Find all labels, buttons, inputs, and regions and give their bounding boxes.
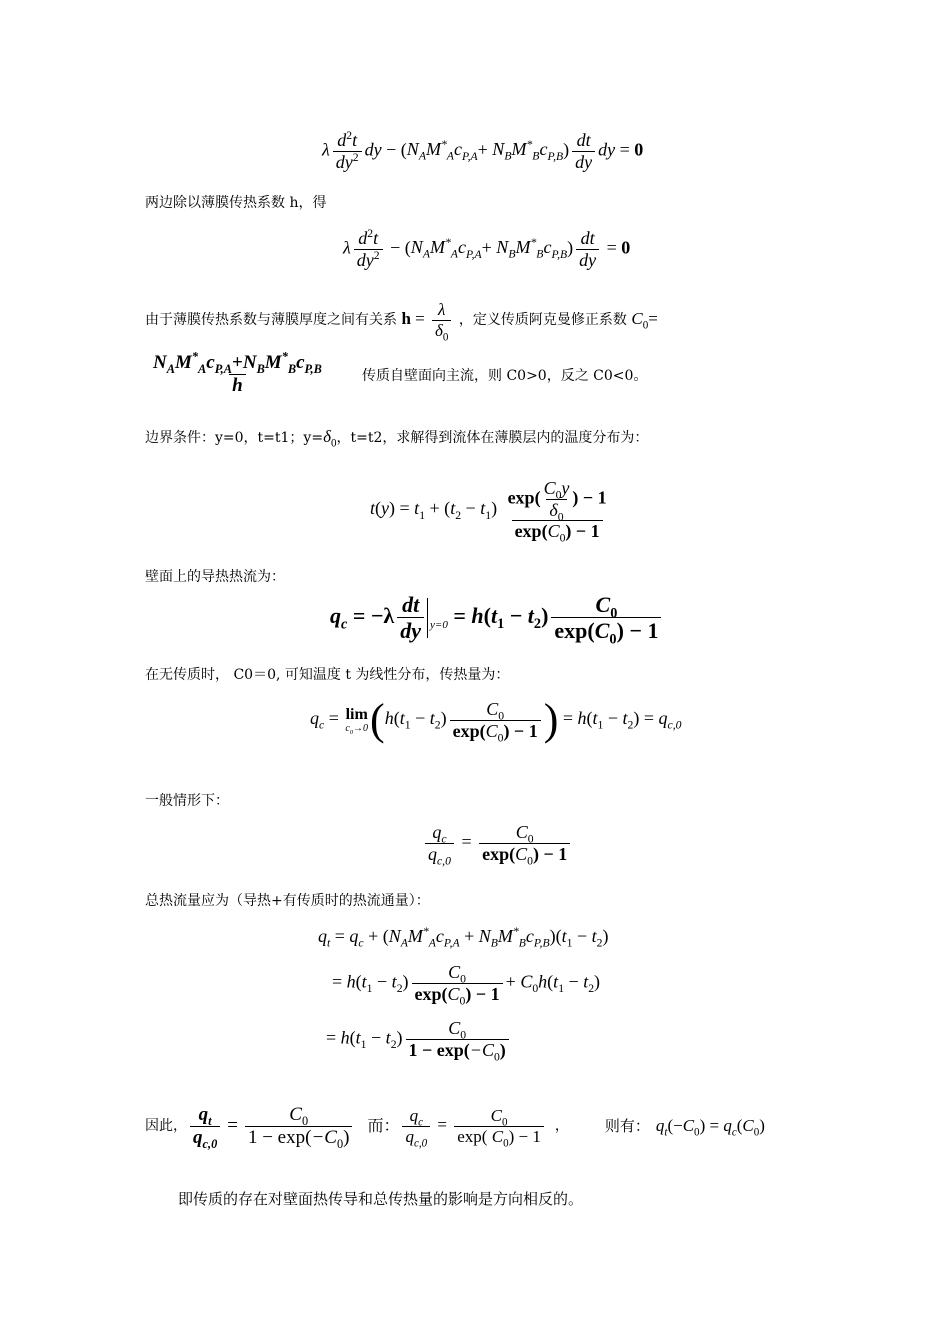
equation-wall-conduction-flux: $q_c = -\lambda$ $\frac{dt}{dy}$ $_{y=0} = h(t_1 - t_2)$ $\frac{C_0}{\exp(C_0) - 1}$	[330, 592, 664, 644]
paragraph-total-heat-flux: 总热流量应为（导热+有传质时的热流通量）：	[145, 893, 430, 909]
paragraph-divide-by-h: 两边除以薄膜传热系数 h，得	[145, 195, 327, 211]
paragraph-ackermann-definition: 由于薄膜传热系数与薄膜厚度之间有关系 h = $\frac{\lambda}{\delta_0}$ ，定义传质阿克曼修正系数 $C_0=$	[145, 300, 658, 343]
paragraph-wall-heat-flux: 壁面上的导热热流为：	[145, 569, 285, 585]
equation-flux-ratio: $\frac{q_c}{q_{c,0}}$ = $\frac{C_0}{\exp(C_0) - 1}$	[422, 822, 573, 864]
paragraph-conclusion: 即传质的存在对壁面热传导和总传热量的影响是方向相反的。	[178, 1190, 584, 1208]
equation-c0-definition: $\frac{N_AM^*_Ac_{P,A}+N_BM^*_Bc_{P,B}}{h}$	[153, 349, 322, 396]
equation-total-flux-line-3: = $h(t_1 - t_2)$ $\frac{C_0}{1 - \exp(-C_0)}$	[326, 1018, 512, 1060]
paragraph-general-case: 一般情形下：	[145, 793, 229, 809]
paragraph-c0-sign: 传质自壁面向主流，则 C0>0，反之 C0<0。	[362, 368, 648, 384]
equation-total-flux-line-2: = $h(t_1 - t_2)$ $\frac{C_0}{\exp(C_0) - 1}$ + $C_0h(t_1 - t_2)$	[332, 962, 601, 1008]
paragraph-no-mass-transfer: 在无传质时， C0＝0, 可知温度 t 为线性分布，传热量为：	[145, 667, 510, 683]
equation-energy-balance: λ $\frac{d^2t}{dy^2}$ dy − $(N_AM^*_Ac_{P,A}+ N_BM^*_Bc_{P,B})$ $\frac{dt}{dy}$ dy = 0	[322, 129, 644, 172]
equation-temperature-distribution: $t(y) = t_1 + (t_2 - t_1)$ exp( $\frac{C_0y}{\delta_0}$ ) − 1 $\exp(C_0) - 1$	[370, 478, 607, 545]
equation-divided: λ $\frac{d^2t}{dy^2}$ − $(N_AM^*_Ac_{P,A}+ N_BM^*_Bc_{P,B})$ $\frac{dt}{dy}$ = 0	[343, 227, 631, 270]
paragraph-boundary-conditions: 边界条件：y=0，t=t1；$y=\delta_0$，t=t2，求解得到流体在薄膜层内的温度分布为：	[145, 427, 649, 450]
paragraph-therefore: 因此， $\frac{q_t}{q_{c,0}}$ = $\frac{C_0}{1 - \exp(-C_0)}$ 而： $\frac{q_c}{q_{c,0}}$ = $\frac{C_0}{\exp( C_0) - 1}$ ， 则有： $q_t(-C_0) = q_c(C_0)$	[145, 1103, 765, 1151]
equation-limit: $q_c$ = lim $c_0\to 0$ ($h(t_1 - t_2)$ $\frac{C_0}{\exp(C_0) - 1}$ ) = $h(t_1 - t_2) = q_{c,0}$	[310, 695, 682, 745]
equation-total-flux-line-1: $q_t = q_c + (N_AM^*_Ac_{P,A} + N_BM^*_Bc_{P,B})(t_1 - t_2)$	[318, 925, 609, 950]
